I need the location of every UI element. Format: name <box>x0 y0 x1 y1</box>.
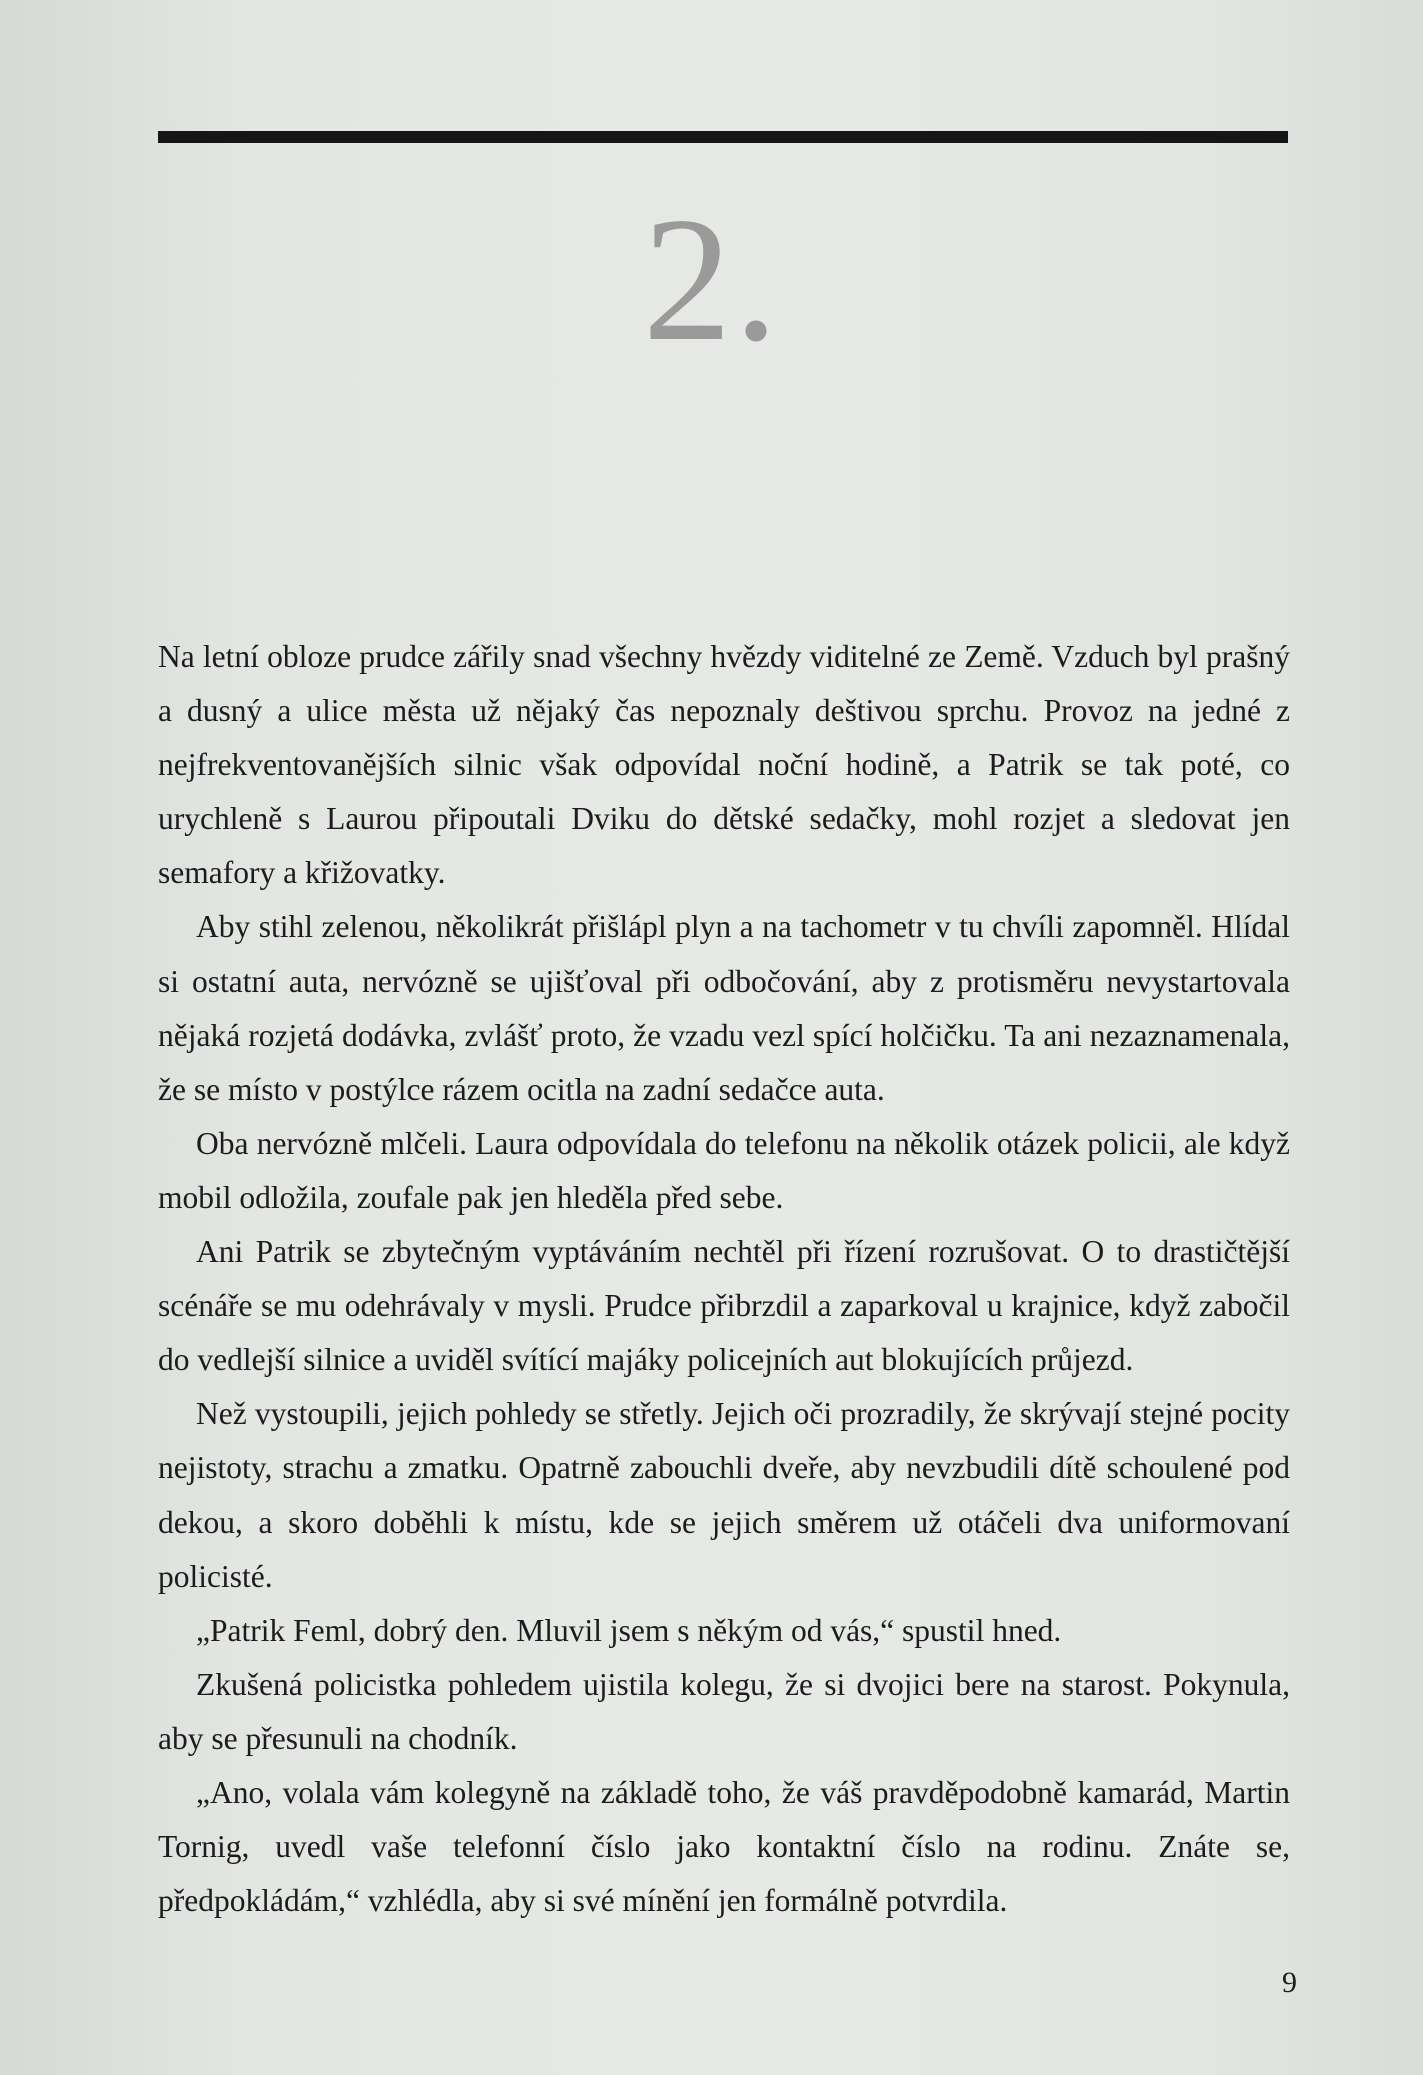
paragraph: „Ano, volala vám kolegyně na základě toho, že váš pravděpodobně kamarád, Martin Tornig, uvedl vaše telefonní číslo jako kontaktní číslo na rodinu. Znáte se, předpokládám,“ vzhlédla, aby si své mínění jen formálně potvrdila. <box>158 1774 1290 1919</box>
paragraph: Ani Patrik se zbytečným vyptáváním nechtěl při řízení rozrušovat. O to drastičtější scénáře se mu odehrávaly v mysli. Prudce přibrzdil a zaparkoval u krajnice, když zabočil do vedlejší silnice a uviděl svítící majáky policejních aut blokujících průjezd. <box>158 1234 1290 1378</box>
paragraph: Oba nervózně mlčeli. Laura odpovídala do telefonu na několik otázek policii, ale když mobil odložila, zoufale pak jen hleděla před sebe. <box>158 1125 1290 1215</box>
paragraph: „Patrik Feml, dobrý den. Mluvil jsem s někým od vás,“ spustil hned. <box>196 1612 1062 1648</box>
paragraph: Aby stihl zelenou, několikrát přišlápl plyn a na tachometr v tu chvíli zapomněl. Hlídal si ostatní auta, nervózně se ujišťoval při odbočování, aby z protisměru nevystartovala nějaká rozjetá dodávka, zvlášť proto, že vzadu vezl spící holčičku. Ta ani nezaznamenala, že se místo v postýlce rázem ocitla na zadní sedačce auta. <box>158 909 1290 1107</box>
chapter-top-rule <box>158 131 1288 143</box>
chapter-body <box>158 630 1290 1928</box>
paragraph: Zkušená policistka pohledem ujistila kolegu, že si dvojici bere na starost. Pokynula, aby se přesunuli na chodník. <box>158 1666 1290 1756</box>
paragraph: Než vystoupili, jejich pohledy se střetly. Jejich oči prozradily, že skrývají stejné pocity nejistoty, strachu a zmatku. Opatrně zabouchli dveře, aby nevzbudili dítě schoulené pod dekou, a skoro doběhli k místu, kde se jejich směrem už otáčeli dva uniformovaní policisté. <box>158 1396 1290 1594</box>
chapter-number: 2. <box>642 180 781 378</box>
paragraph: Na letní obloze prudce zářily snad všechny hvězdy viditelné ze Země. Vzduch byl prašný a dusný a ulice města už nějaký čas nepoznaly deštivou sprchu. Provoz na jedné z nejfrekventovanějších silnic však odpovídal noční hodině, a Patrik se tak poté, co urychleně s Laurou připoutali Dviku do dětské sedačky, mohl rozjet a sledovat jen semafory a křižovatky. <box>158 639 1290 891</box>
page-number: 9 <box>1282 1966 1297 1999</box>
